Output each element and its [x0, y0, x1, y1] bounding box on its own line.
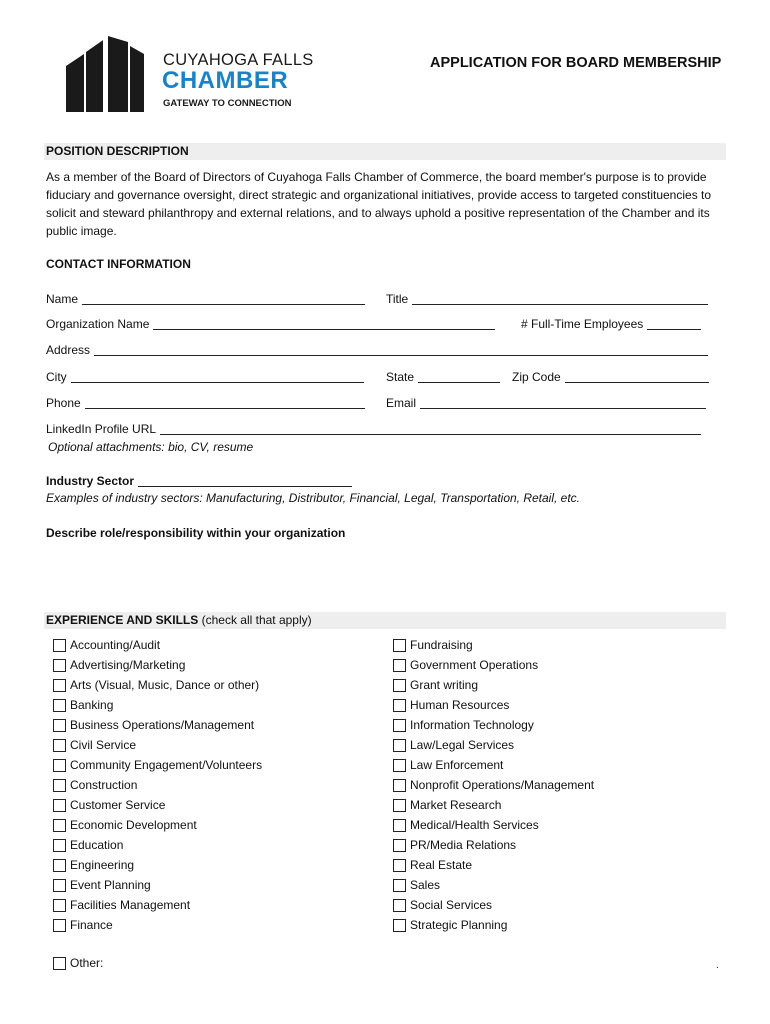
logo-text-chamber: CHAMBER [162, 67, 289, 94]
skill-label: Finance [70, 918, 113, 932]
skill-label: Accounting/Audit [70, 638, 161, 652]
city-field[interactable] [46, 370, 364, 384]
title-label: Title [386, 292, 409, 306]
skill-label: Banking [70, 698, 114, 712]
skill-item[interactable] [53, 756, 262, 774]
name-input-line[interactable] [82, 293, 365, 305]
skill-label: Real Estate [410, 858, 473, 872]
skill-label: Business Operations/Management [70, 718, 255, 732]
skill-item[interactable] [393, 716, 534, 734]
employees-field[interactable] [521, 317, 701, 331]
name-field[interactable] [46, 292, 365, 306]
name-label: Name [46, 292, 79, 306]
skill-item[interactable] [393, 756, 503, 774]
skill-item-other[interactable] [53, 954, 103, 972]
checkbox[interactable] [393, 659, 406, 672]
skill-item[interactable] [393, 636, 473, 654]
skill-label: Event Planning [70, 878, 151, 892]
skill-item[interactable] [393, 896, 492, 914]
skill-item[interactable] [53, 856, 134, 874]
skill-label: Information Technology [410, 718, 534, 732]
checkbox[interactable] [53, 859, 66, 872]
email-input-line[interactable] [420, 397, 706, 409]
checkbox[interactable] [393, 739, 406, 752]
checkbox[interactable] [393, 779, 406, 792]
skill-item[interactable] [53, 796, 165, 814]
skills-heading-wrap [46, 613, 312, 627]
skill-item[interactable] [53, 636, 160, 654]
checkbox[interactable] [53, 957, 66, 970]
skill-label: Medical/Health Services [410, 818, 539, 832]
checkbox[interactable] [53, 839, 66, 852]
skills-heading: EXPERIENCE AND SKILLS [46, 613, 199, 627]
zip-field[interactable] [512, 370, 709, 384]
skill-label: Arts (Visual, Music, Dance or other) [70, 678, 260, 692]
skill-item[interactable] [53, 876, 151, 894]
zip-input-line[interactable] [565, 371, 709, 383]
checkbox[interactable] [53, 719, 66, 732]
skill-item[interactable] [53, 836, 123, 854]
organization-field[interactable] [46, 317, 495, 331]
checkbox[interactable] [53, 639, 66, 652]
skill-label: Fundraising [410, 638, 473, 652]
skill-item[interactable] [393, 916, 507, 934]
employees-input-line[interactable] [647, 318, 701, 330]
email-field[interactable] [386, 396, 706, 410]
industry-examples: Examples of industry sectors: Manufacturing, Distributor, Financial, Legal, Transportation, Retail, etc. [46, 491, 581, 505]
checkbox[interactable] [393, 719, 406, 732]
city-label: City [46, 370, 67, 384]
contact-heading: CONTACT INFORMATION [46, 257, 191, 271]
document-title: APPLICATION FOR BOARD MEMBERSHIP [430, 55, 722, 71]
skill-item[interactable] [53, 776, 137, 794]
section-band-position [44, 143, 726, 160]
skill-item[interactable] [53, 896, 190, 914]
role-response-area[interactable] [46, 545, 726, 605]
skill-label: Human Resources [410, 698, 510, 712]
attachments-note: Optional attachments: bio, CV, resume [48, 440, 254, 454]
checkbox[interactable] [53, 679, 66, 692]
building-icon [62, 32, 152, 118]
checkbox[interactable] [53, 819, 66, 832]
checkbox[interactable] [393, 639, 406, 652]
skill-label: Social Services [410, 898, 493, 912]
section-band-skills [44, 612, 726, 629]
organization-input-line[interactable] [153, 318, 495, 330]
address-input-line[interactable] [94, 344, 708, 356]
checkbox[interactable] [53, 779, 66, 792]
city-input-line[interactable] [71, 371, 364, 383]
skill-item[interactable] [53, 656, 185, 674]
skill-item[interactable] [393, 696, 509, 714]
checkbox[interactable] [393, 759, 406, 772]
skill-label: Advertising/Marketing [70, 658, 186, 672]
page-mark: . [716, 960, 719, 971]
skill-label: Construction [70, 778, 138, 792]
skill-label: Law Enforcement [410, 758, 504, 772]
skill-item[interactable] [393, 856, 472, 874]
skill-label: Sales [410, 878, 441, 892]
skill-item[interactable] [53, 816, 197, 834]
title-field[interactable] [386, 292, 708, 306]
logo-tagline: GATEWAY TO CONNECTION [163, 98, 292, 109]
phone-label: Phone [46, 396, 81, 410]
zip-label: Zip Code [512, 370, 561, 384]
skill-item[interactable] [393, 816, 539, 834]
skill-label: Community Engagement/Volunteers [70, 758, 263, 772]
state-field[interactable] [386, 370, 500, 384]
checkbox[interactable] [393, 859, 406, 872]
skill-item[interactable] [393, 736, 514, 754]
checkbox[interactable] [393, 679, 406, 692]
state-label: State [386, 370, 415, 384]
skill-item[interactable] [393, 656, 538, 674]
skill-item[interactable] [393, 836, 516, 854]
skill-item[interactable] [393, 796, 501, 814]
role-label: Describe role/responsibility within your organization [46, 526, 346, 540]
skill-label: Grant writing [410, 678, 479, 692]
checkbox[interactable] [393, 699, 406, 712]
skill-item[interactable] [53, 916, 113, 934]
linkedin-label: LinkedIn Profile URL [46, 422, 157, 436]
checkbox[interactable] [53, 699, 66, 712]
industry-field[interactable] [46, 474, 352, 488]
checkbox[interactable] [393, 839, 406, 852]
position-heading: POSITION DESCRIPTION [46, 144, 189, 158]
state-input-line[interactable] [418, 371, 500, 383]
title-input-line[interactable] [412, 293, 708, 305]
skill-label: Law/Legal Services [410, 738, 515, 752]
skill-label: Engineering [70, 858, 135, 872]
skill-label: PR/Media Relations [410, 838, 517, 852]
phone-field[interactable] [46, 396, 365, 410]
checkbox[interactable] [393, 899, 406, 912]
skill-label: Facilities Management [70, 898, 191, 912]
skill-label: Customer Service [70, 798, 166, 812]
skill-label: Government Operations [410, 658, 539, 672]
chamber-logo [62, 32, 314, 118]
employees-label: # Full-Time Employees [521, 317, 644, 331]
skill-item[interactable] [393, 776, 594, 794]
industry-input-line[interactable] [138, 475, 352, 487]
checkbox[interactable] [393, 919, 406, 932]
skill-label-other: Other: [70, 956, 104, 970]
skill-item[interactable] [393, 876, 440, 894]
checkbox[interactable] [53, 759, 66, 772]
organization-label: Organization Name [46, 317, 150, 331]
skill-label: Civil Service [70, 738, 137, 752]
linkedin-input-line[interactable] [160, 423, 701, 435]
checkbox[interactable] [53, 739, 66, 752]
logo-text-city: CUYAHOGA FALLS [163, 51, 314, 69]
phone-input-line[interactable] [85, 397, 365, 409]
skill-label: Economic Development [70, 818, 197, 832]
skill-item[interactable] [53, 736, 136, 754]
skill-label: Education [70, 838, 124, 852]
skills-heading-note: (check all that apply) [201, 613, 312, 627]
checkbox[interactable] [393, 879, 406, 892]
skill-label: Strategic Planning [410, 918, 508, 932]
address-field[interactable] [46, 343, 708, 357]
checkbox[interactable] [53, 659, 66, 672]
checkbox[interactable] [393, 799, 406, 812]
email-label: Email [386, 396, 417, 410]
checkbox[interactable] [53, 919, 66, 932]
skill-label: Nonprofit Operations/Management [410, 778, 595, 792]
skill-item[interactable] [53, 716, 254, 734]
checkbox[interactable] [53, 879, 66, 892]
industry-label: Industry Sector [46, 474, 135, 488]
skill-item[interactable] [53, 696, 113, 714]
position-description: As a member of the Board of Directors of Cuyahoga Falls Chamber of Commerce, the board member's purpose is to provide fiduciary and governance oversight, direct strategic and organizational initiatives, provide access to targeted constituencies to solicit and steward philanthropy and external relations, and to always uphold a positive representation of the Chamber and its public image. [46, 170, 712, 238]
checkbox[interactable] [53, 799, 66, 812]
checkbox[interactable] [53, 899, 66, 912]
skill-item[interactable] [393, 676, 478, 694]
skill-label: Market Research [410, 798, 502, 812]
checkbox[interactable] [393, 819, 406, 832]
skill-item[interactable] [53, 676, 259, 694]
linkedin-field[interactable] [46, 422, 701, 436]
address-label: Address [46, 343, 91, 357]
